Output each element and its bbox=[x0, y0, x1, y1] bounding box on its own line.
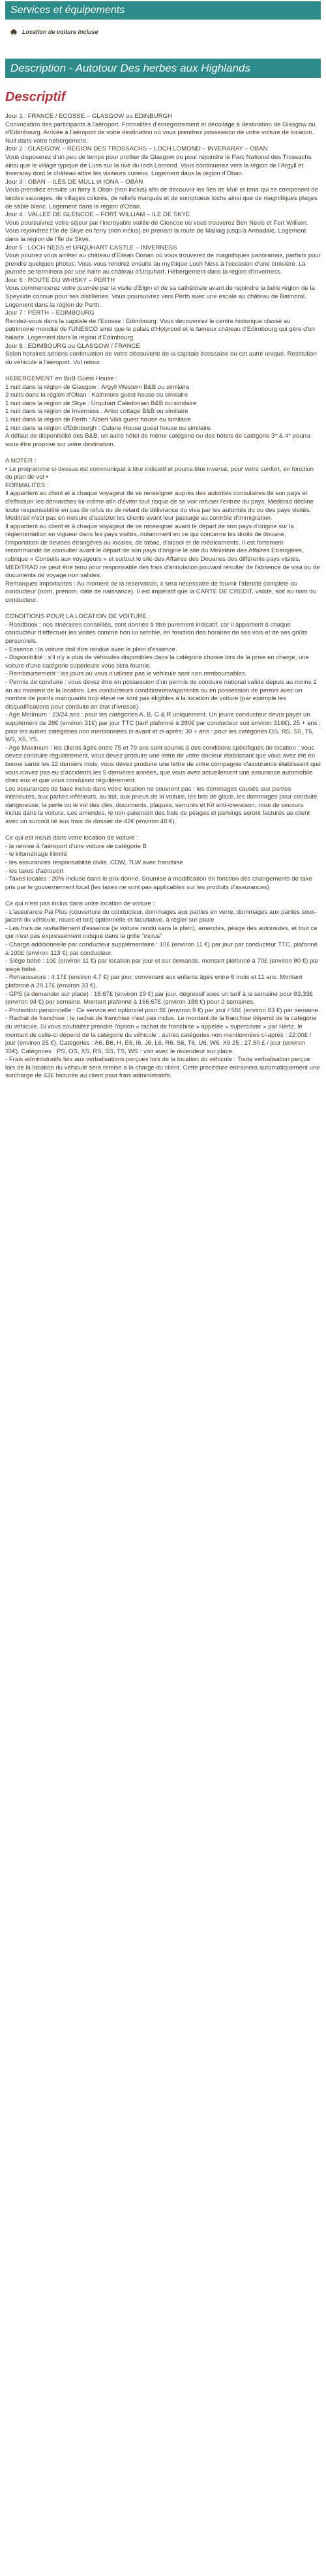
description-paragraph: Ce qui n'est pas inclus dans votre location de voiture : bbox=[5, 900, 155, 907]
description-paragraph: - Permis de conduire : vous devez être en possession d'un permis de conduire national valide depuis au moins 1 an au moment de la location. Les conducteurs conditionnels/apprentis ou en possession de permis avec un nombre de points manquants trop élevé ne sont pas éligibles à la location de voiture (par exemple les disqualifications pour conduite en état d'ivresse). bbox=[5, 678, 317, 711]
paragraph-spacer bbox=[5, 367, 321, 375]
description-paragraph: Jour 6 : ROUTE DU WHISKY – PERTH bbox=[5, 276, 115, 284]
description-paragraph: Jour 8 : EDIMBOURG ou GLASGOW / FRANCE bbox=[5, 342, 140, 350]
description-paragraph: Jour 5 : LOCH NESS et URQUHART CASTLE – INVERNESS bbox=[5, 244, 177, 251]
description-paragraph: - les assurances responsabilité civile, CDW, TLW avec franchise bbox=[5, 859, 183, 867]
description-paragraph: Rendez-vous dans la capitale de l'Ecosse : Edimbourg. Vous découvrirez le centre historique classé au patrimoine mondial de l'UNESCO ainsi que le palais d'Holyrood et le fameux château d'Edimbourg qui gère d'un balade. Logement dans la région d'Edimbourg. bbox=[5, 317, 316, 342]
page bbox=[0, 1, 326, 1081]
paragraph-spacer bbox=[5, 827, 321, 835]
description-paragraph: - Remboursement : les jours où vous n'utilisez pas le véhicule sont non remboursables. bbox=[5, 670, 247, 678]
description-paragraph: 2 nuits dans la région d'Oban : Kathmore guest house ou similaire bbox=[5, 391, 188, 399]
description-paragraph: - L'assurance Pai Plus (couverture du conducteur, dommages aux parties en verre, dommages aux parties sous-jacent du véhicule, roues et toit) optionnelle et facultative, à régler sur place bbox=[5, 908, 318, 924]
description-paragraph: CONDITIONS POUR LA LOCATION DE VOITURE : bbox=[5, 613, 151, 621]
description-paragraph: Il appartient au client et à chaque voyageur de se renseigner auprès des autorités consulaires de son pays et d'effectuer les démarches lui-même afin d'éviter tout risque de se voir refuser l'entrée du pays. Meditrad décline toute responsabilité en cas de refus ou de retard de délivrance du visa par les autorités du ou des pays visités. Meditrad n'est pas en mesure d'assister les clients avant leur passage au contrôle d'immigration. bbox=[5, 490, 314, 522]
paragraph-spacer bbox=[5, 605, 321, 614]
description-paragraph: - Age Maximum : les clients âgés entre 75 et 79 ans sont soumis à des conditions spécifiques de location : vous devez conduire régulièrement, vous devez produire une lettre de votre docteur établissant que vous avez été en bonne santé les 12 derniers mois, vous devez produire une lettre de votre compagnie d'assurance établissant que vous n'avez pas eu d'accidents les 5 dernières années, que vous avez actuellement une assurance automobile chez eux et que vous conduisez régulièrement. bbox=[5, 744, 321, 785]
description-paragraph: - Taxes locales : 20% incluse dans le prix donné. Soumise à modification en fonction des changements de taxe pris par le gouvernement local (les taxes ne sont pas applicables sur les produits d'assurances) bbox=[5, 875, 312, 891]
description-paragraph: Remarques importantes : Au moment de la réservation, il sera nécessaire de fournir l'identité complète du conducteur (nom, prénom, date de naissance). Il est impératif que la CARTE DE CREDIT, valide, soit au nom du conducteur. bbox=[5, 580, 317, 604]
description-paragraph: - Disponibilité : s'il n'y a plus de véhicules disponibles dans la catégorie choisie lors de la prise en charge, une voiture d'une catégorie supérieure vous sera fournie. bbox=[5, 654, 310, 670]
description-paragraph: - GPS (à demander sur place) : 16.67£ (environ 19 €) par jour, dégressif avec un tarif à la semaine pour 83.33£ (environ 94 €) par semaine. Montant plafonné à 166.67£ (environ 188 €) pour 2 semaines. bbox=[5, 990, 313, 1006]
description-paragraph: Vous commencerez votre journée par la visite d'Elgin et de sa cathédrale avant de rejoindre la belle région de la Speyside connue pour ses distilleries. Vous poursuivrez vers Perth avec une escale au château de Balmoral. Logement dans la région de Perth. bbox=[5, 285, 315, 309]
description-paragraph: Vous disposerez d'un peu de temps pour profiter de Glasgow ou pour rejoindre le Parc National des Trossachs ainsi que le village typique de Luss sur la rive du loch Lomond. Vous continuerez vers la région de l'Argyll et Inveraray dont le château attire les visiteurs curieux. Logement dans la région d'Oban. bbox=[5, 153, 312, 178]
description-paragraph: - Siège bébé : 10£ (environ 11 €) par location par jour et sur demande, montant plafonné à 70£ (environ 80 €) par siège bébé. bbox=[5, 957, 319, 973]
description-paragraph: Ce qui est inclus dans votre location de voiture : bbox=[5, 834, 138, 842]
description-paragraph: - le kilométrage illimité bbox=[5, 851, 67, 858]
description-paragraph: 1 nuit dans la région de Inverness : Artist cottage B&B ou similaire bbox=[5, 408, 188, 416]
description-paragraph: MEDITRAD ne peut être tenu pour responsable des frais d'annulation pouvant résulter de l'absence de visa ou de documents de voyage non valides. bbox=[5, 563, 320, 580]
description-paragraph: - Age Minimum : 23/24 ans : pour les catégories A, B, C & R uniquement. Un jeune conducteur devra payer un supplément de 28€ (environ 31€) par jour TTC (tarif plafonné à 280€ par conducteur soit environ 316€). 25 + ans : pour les autres catégories non mentionnées ci-avant et ci-après; 30 + ans : pour les catégories OS, RS, S5, T5, W5, X5, Y5. bbox=[5, 711, 321, 744]
service-label: Location de voiture incluse bbox=[22, 29, 98, 35]
description-paragraph: - Protection personnelle : Ce service est optionnel pour 8£ (environ 9 €) par jour / 56£ (environ 63 €) par semaine. bbox=[5, 1006, 320, 1014]
description-paragraph: FORMALITES : bbox=[5, 481, 49, 489]
description-paragraph: HEBERGEMENT en BnB Guest House : bbox=[5, 375, 118, 382]
description-paragraph: Jour 7 : PERTH – EDIMBOURG bbox=[5, 309, 95, 317]
description-paragraph: Vous prendrez ensuite un ferry à Oban (non inclus) afin de découvrir les îles de Mull et Iona qui se composent de landes sauvages, de villages colorés, de reliefs marqués et de somptueux lochs ainsi que de magnifiques plages de sable blanc. Logement dans la région d'Oban. bbox=[5, 186, 318, 210]
description-header: Description - Autotour Des herbes aux Highlands bbox=[5, 59, 321, 78]
description-paragraph: A NOTER : bbox=[5, 457, 37, 464]
description-paragraph: Jour 4 : VALLEE DE GLENCOE – FORT WILLIAM – ILE DE SKYE bbox=[5, 211, 190, 219]
description-paragraph: - Rehausseurs : 4.17£ (environ 4.7 €) par jour, convenant aux enfants âgés entre 6 mois et 11 ans. Montant plafonné à 29.17£ (environ 33 €). bbox=[5, 974, 303, 989]
description-paragraph: Vous pourrez vous arrêter au château d'Eilean Donan où vous trouverez de magnifiques panoramas, parfaits pour prendre quelques photos. Vous vous rendrez ensuite au mythique Loch Ness à l'occasion d'une croisière. La journée se terminera par une halte au château d'Urquhart. Hébergement dans la région d'Inverness. bbox=[5, 252, 321, 276]
car-icon bbox=[10, 29, 17, 35]
description-paragraph: 1 nuit dans la région de Perth : Albert Villa guest house ou similaire bbox=[5, 416, 191, 423]
services-header: Services et équipements bbox=[5, 1, 321, 20]
service-car-rental bbox=[10, 26, 321, 38]
description-paragraph: - Essence : la voiture doit être rendue avec le plein d'essence. bbox=[5, 645, 177, 653]
description-paragraph: - la remise à l'aéroport d'une voiture de catégorie B bbox=[5, 842, 147, 850]
description-paragraph: - Frais administratifs liés aux verbalisations perçues lors de la location du véhicule : Toute verbalisation perçue lors de la location du véhicule sera remise à la charge du client. Cette procédure entrainera automatiquement une surcharge de 42£ facturée au client pour frais administratifs. bbox=[5, 1056, 320, 1080]
descriptif-title: Descriptif bbox=[5, 90, 66, 104]
description-paragraph: Il appartient au client et à chaque voyageur de se renseigner avant le départ de son pays d'origine sur la réglementation en vigueur dans les pays visités, notamment en ce qui concerne les droits de douane, l'importation de devises étrangères ou locales, de tabac, d'alcool et de médicaments. Il est fortement recommandé de consulter avant le départ de son pays d'origine le site du Ministère des Affaires Etrangères, rubrique « Conseils aux voyageurs » et surtout le site des Affaires des Douanes des différents pays visités. bbox=[5, 522, 304, 563]
description-paragraph: 1 nuit dans la région de Skye : Urquhart Caledonian B&B ou similaire bbox=[5, 399, 197, 407]
description-paragraph: Vous poursuivrez votre séjour par l'incroyable vallée de Glencoe où vous trouverez Ben Nevis et Fort William. Vous rejoindrez l'île de Skye en ferry (non inclus) en prenant la route de Mallaig jusqu'à Armadale. Logement dans la région de l'île de Skye. bbox=[5, 219, 308, 243]
description-paragraph: • Le programme ci-dessus est communiqué à titre indicatif et pourra être inversé, pour votre confort, en fonction du plan de vol • bbox=[5, 465, 314, 481]
description-paragraph: 1 nuit dans la région de Glasgow : Argyll Western B&B ou similaire bbox=[5, 383, 190, 391]
description-paragraph: Selon horaires aériens continuation de votre découverte de la capitale écossaise ou cet autre unique. Restitution du véhicule à l'aéroport. Vol retour. bbox=[5, 350, 317, 366]
paragraph-spacer bbox=[5, 892, 321, 900]
description-body bbox=[5, 113, 321, 1081]
description-paragraph: Jour 2 : GLASGOW – REGION DES TROSSACHS – LOCH LOMOND – INVERARAY – OBAN bbox=[5, 145, 268, 153]
description-paragraph: Les assurances de base inclus dans votre location ne couvrent pas : les dommages causés aux parties intérieures, aux parties inférieurs, au toit, aux pneus de la voiture, les bris de glace, les dommages pour conduite dangereuse, la perte ou le vol des clés, documents, plaques, serrures et Kit anti-crevaison, roue de secours inclus dans la voiture. Les amendes, le non-paiement des frais de péages et parkings seront facturés au client avec un surcoût lié aux frais de dossier de 42€ (environ 48 €). bbox=[5, 785, 318, 826]
description-paragraph: - Charge additionnelle par conducteur supplémentaire : 10£ (environ 11 €) par jour par conducteur TTC, plafonné à 100£ (environ 113 €) par conducteur. bbox=[5, 941, 318, 957]
description-paragraph: Convocation des participants à l'aéroport. Formalités d'enregistrement et décollage à destination de Glasgow ou d'Edimbourg. Arrivée à l'aéroport de votre destination où vous prendrez possession de votre voiture de location. Nuit dans votre hébergement. bbox=[5, 120, 316, 145]
description-paragraph: A défaut de disponibilité des B&B, un autre hôtel de même catégorie ou des hôtels de catégorie 3* & 4* pourra vous être proposé sur votre destination. bbox=[5, 432, 311, 448]
description-paragraph: - Rachat de franchise : le rachat de franchise n'est pas inclus. Le montant de la franchise dépend de la catégorie du véhicule. Si vous souhaitez prendre l'option « rachat de franchise » appelée « supercover » par Hertz, le montant de celle-ci dépend de la catégorie du véhicule : autres catégories non mentionnées ci-après : 22.00£ / jour (environ 25 €). Catégories : A6, B6, H, E6, I6, J6, L6, R6, S6, T6, U6, W6, X6 25 : 27.50 £ / jour (environ 31€). Catégories : PS, OS, XS, RS, SS, TS, WS : voir avec le revendeur sur place. bbox=[5, 1015, 317, 1055]
description-paragraph: 1 nuit dans la région d'Edinburgh : Culane House guest house ou similaire bbox=[5, 424, 211, 432]
description-paragraph: - Roadbook : nos itinéraires conseillés, sont donnés à titre purement indicatif, car il appartient à chaque conducteur d'effectuer les visites comme bon lui semble, en fonction des horaires de ses vols et de ses goûts personnels. bbox=[5, 621, 308, 645]
description-paragraph: Jour 1 : FRANCE / ECOSSE – GLASGOW ou EDINBURGH bbox=[5, 113, 172, 120]
description-paragraph: - Les frais de ravitaillement d'essence (si voiture rendu sans le plein), amendes, péage des autoroutes, et tout ce qui n'est pas expressément indiqué dans la grille "inclus" bbox=[5, 924, 318, 941]
paragraph-spacer bbox=[5, 449, 321, 457]
description-paragraph: - les taxes d'aéroport bbox=[5, 867, 64, 875]
description-paragraph: Jour 3 : OBAN – ILES DE MULL et IONA – OBAN bbox=[5, 178, 143, 186]
